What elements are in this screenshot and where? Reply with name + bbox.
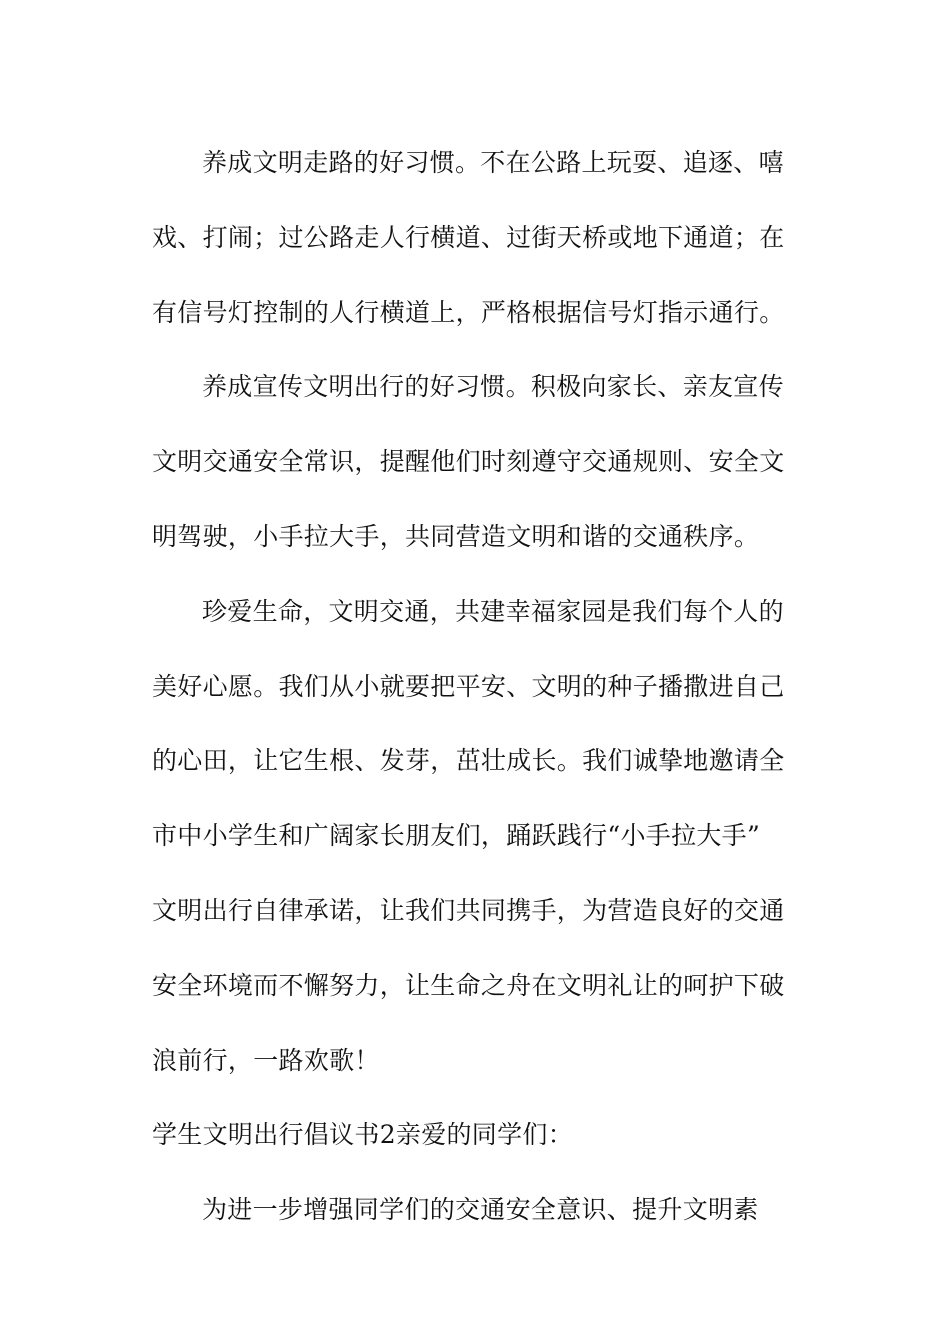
paragraph-cherish-line-2: 美好心愿。我们从小就要把平安、文明的种子播撒进自己 (152, 671, 785, 701)
paragraph-walking-line-2: 戏、打闹；过公路走人行横道、过街天桥或地下通道；在 (152, 222, 785, 252)
paragraph-cherish-line-6: 安全环境而不懈努力，让生命之舟在文明礼让的呵护下破 (152, 970, 785, 1000)
paragraph-cherish-line-5: 文明出行自律承诺，让我们共同携手，为营造良好的交通 (152, 895, 785, 925)
paragraph-cherish-line-4: 市中小学生和广阔家长朋友们，踊跃践行“小手拉大手” (152, 821, 761, 851)
paragraph-cherish-line-3: 的心田，让它生根、发芽，茁壮成长。我们诚挚地邀请全 (152, 746, 785, 776)
paragraph-promote-line-1: 养成宣传文明出行的好习惯。积极向家长、亲友宣传 (202, 372, 784, 402)
paragraph-promote-line-2: 文明交通安全常识，提醒他们时刻遵守交通规则、安全文 (152, 447, 785, 477)
section-heading: 学生文明出行倡议书2亲爱的同学们： (152, 1120, 574, 1150)
paragraph-promote-line-3: 明驾驶，小手拉大手，共同营造文明和谐的交通秩序。 (152, 521, 760, 551)
paragraph-cherish-line-7: 浪前行，一路欢歌！ (152, 1045, 380, 1075)
paragraph-intro-line-1: 为进一步增强同学们的交通安全意识、提升文明素 (202, 1195, 759, 1225)
paragraph-walking-line-3: 有信号灯控制的人行横道上，严格根据信号灯指示通行。 (152, 297, 785, 327)
paragraph-cherish-line-1: 珍爱生命，文明交通，共建幸福家园是我们每个人的 (202, 596, 784, 626)
paragraph-walking-line-1: 养成文明走路的好习惯。不在公路上玩耍、追逐、嘻 (202, 148, 784, 177)
document-body (152, 126, 792, 1248)
